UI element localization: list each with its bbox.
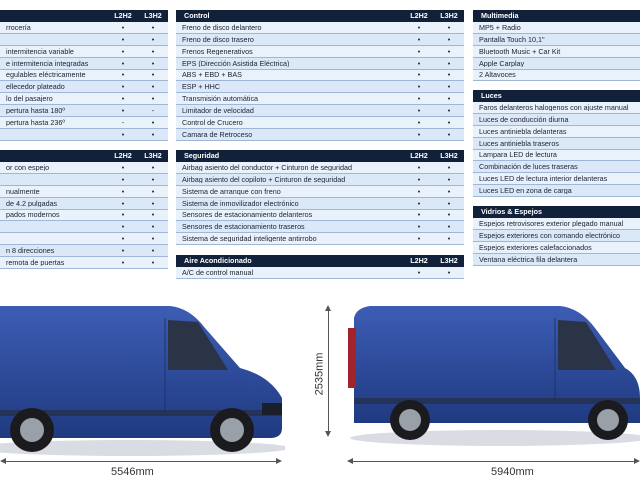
availability-l2h2: •: [121, 222, 125, 232]
height-line: [328, 311, 329, 431]
table-row: [473, 161, 640, 173]
table-row: [473, 173, 640, 185]
table-header: [176, 10, 464, 22]
availability-l3h2: •: [447, 174, 451, 184]
table-row: [473, 102, 640, 114]
availability-l2h2: •: [121, 106, 125, 116]
col-l3h2: L3H2: [144, 151, 162, 161]
comfort-table: [0, 150, 168, 269]
table-row: [473, 46, 640, 58]
availability-l3h2: •: [447, 106, 451, 116]
availability-l3h2: •: [151, 210, 155, 220]
availability-l3h2: •: [447, 46, 451, 56]
col-l2h2: L2H2: [114, 151, 132, 161]
table-row: [0, 34, 168, 46]
table-row: [473, 230, 640, 242]
table-row: [176, 174, 464, 186]
col-l3h2: L3H2: [440, 256, 458, 266]
availability-l2h2: •: [417, 117, 421, 127]
row-label: n 8 direcciones: [6, 247, 55, 255]
table-row: [176, 93, 464, 105]
row-label: 2 Altavoces: [479, 71, 516, 79]
table-row: [176, 198, 464, 210]
availability-l2h2: •: [417, 162, 421, 172]
row-label: Combinación de luces traseras: [479, 163, 578, 171]
table-row: [176, 117, 464, 129]
table-row: [0, 245, 168, 257]
availability-l3h2: •: [447, 94, 451, 104]
table-row: [473, 185, 640, 197]
row-label: ESP + HHC: [182, 83, 221, 91]
row-label: Sistema de arranque con freno: [182, 187, 281, 195]
table-row: [0, 117, 168, 129]
table-title: Aire Acondicionado: [184, 257, 252, 265]
table-row: [176, 221, 464, 233]
table-row: [473, 58, 640, 70]
row-label: remota de puertas: [6, 258, 65, 267]
availability-l2h2: •: [121, 234, 125, 244]
table-header: [473, 206, 640, 218]
availability-l2h2: •: [417, 94, 421, 104]
arrow-left-icon: [347, 458, 353, 464]
table-row: [176, 129, 464, 141]
table-header: [0, 10, 168, 22]
row-label: Freno de disco trasero: [182, 35, 254, 43]
table-row: [176, 105, 464, 117]
arrow-right-icon: [634, 458, 640, 464]
lights-table: [473, 90, 640, 197]
availability-l2h2: •: [121, 162, 125, 172]
long-length-line: [353, 461, 634, 462]
safety-table: [176, 150, 464, 245]
table-row: [473, 138, 640, 150]
table-row: [0, 162, 168, 174]
table-row: [473, 242, 640, 254]
availability-l3h2: •: [447, 210, 451, 220]
availability-l3h2: •: [151, 198, 155, 208]
table-row: [0, 105, 168, 117]
row-label: Control de Crucero: [182, 118, 243, 127]
table-row: [176, 162, 464, 174]
availability-l3h2: •: [151, 46, 155, 56]
table-header: [473, 90, 640, 102]
row-label: egulables eléctricamente: [6, 71, 86, 79]
availability-l2h2: •: [121, 46, 125, 56]
bodywork-table: [0, 10, 168, 141]
row-label: pados modernos: [6, 211, 60, 219]
availability-l3h2: •: [447, 234, 451, 244]
table-row: [176, 210, 464, 222]
row-label: rrocería: [6, 23, 31, 32]
row-label: de 4.2 pulgadas: [6, 199, 58, 207]
availability-l2h2: •: [121, 246, 125, 256]
availability-l3h2: •: [151, 70, 155, 80]
availability-l2h2: •: [417, 186, 421, 196]
availability-l2h2: •: [121, 198, 125, 208]
van-long-illustration: [340, 288, 640, 458]
row-label: Transmisión automática: [182, 95, 259, 103]
table-row: [473, 218, 640, 230]
table-row: [176, 81, 464, 93]
row-label: Sensores de estacionamiento delanteros: [182, 211, 313, 219]
availability-l3h2: •: [447, 267, 451, 277]
table-row: [473, 70, 640, 82]
table-title: Multimedia: [481, 12, 519, 20]
table-row: [0, 233, 168, 245]
table-title: Control: [184, 12, 210, 20]
table-title: Vidrios & Espejos: [481, 208, 542, 216]
table-row: [473, 126, 640, 138]
availability-l3h2: •: [447, 162, 451, 172]
multimedia-table: [473, 10, 640, 81]
availability-l3h2: -: [151, 106, 155, 116]
availability-l2h2: •: [417, 106, 421, 116]
short-length-line: [6, 461, 276, 462]
row-label: Sistema de seguridad inteligente antirrobo: [182, 235, 317, 243]
row-label: nualmente: [6, 187, 40, 195]
height-label: 2535mm: [313, 352, 326, 396]
row-label: ellecedor plateado: [6, 83, 65, 91]
table-row: [473, 254, 640, 266]
table-header: [473, 10, 640, 22]
table-row: [0, 46, 168, 58]
availability-l2h2: •: [121, 22, 125, 32]
row-label: Camara de Retroceso: [182, 130, 253, 139]
availability-l3h2: •: [151, 117, 155, 127]
availability-l3h2: •: [447, 22, 451, 32]
availability-l3h2: •: [447, 70, 451, 80]
col-l2h2: L2H2: [410, 256, 428, 266]
row-label: pertura hasta 236º: [6, 118, 65, 127]
availability-l2h2: •: [417, 222, 421, 232]
row-label: e intermitencia integradas: [6, 59, 89, 67]
table-row: [176, 58, 464, 70]
row-label: pertura hasta 180º: [6, 107, 65, 115]
availability-l3h2: •: [447, 34, 451, 44]
table-row: [176, 233, 464, 245]
availability-l2h2: •: [417, 34, 421, 44]
row-label: Luces antiniebla delanteras: [479, 127, 567, 135]
row-label: or con espejo: [6, 163, 50, 172]
availability-l2h2: •: [121, 257, 125, 267]
windows-mirrors-table: [473, 206, 640, 266]
row-label: EPS (Dirección Asistida Eléctrica): [182, 59, 290, 67]
availability-l3h2: •: [151, 22, 155, 32]
row-label: Espejos retrovisores exterior plegado manual: [479, 219, 624, 228]
row-label: Freno de disco delantero: [182, 23, 262, 32]
availability-l3h2: •: [151, 257, 155, 267]
arrow-up-icon: [325, 305, 331, 311]
table-row: [0, 70, 168, 82]
availability-l3h2: •: [447, 186, 451, 196]
availability-l2h2: -: [121, 117, 125, 127]
availability-l3h2: •: [151, 58, 155, 68]
row-label: intermitencia variable: [6, 47, 74, 55]
availability-l2h2: •: [417, 198, 421, 208]
table-title: Luces: [481, 92, 502, 100]
availability-l2h2: •: [121, 210, 125, 220]
table-row: [176, 34, 464, 46]
availability-l2h2: •: [121, 174, 125, 184]
availability-l3h2: •: [151, 246, 155, 256]
availability-l3h2: •: [151, 234, 155, 244]
table-row: [176, 267, 464, 279]
row-label: Espejos exteriores con comando electrónico: [479, 231, 621, 239]
table-row: [473, 34, 640, 46]
row-label: Espejos exteriores calefaccionados: [479, 243, 592, 251]
table-row: [0, 198, 168, 210]
availability-l2h2: •: [121, 186, 125, 196]
arrow-down-icon: [325, 431, 331, 437]
availability-l2h2: •: [417, 234, 421, 244]
table-row: [0, 210, 168, 222]
table-header: [0, 150, 168, 162]
row-label: Sensores de estacionamiento traseros: [182, 223, 305, 231]
availability-l2h2: •: [121, 34, 125, 44]
table-row: [0, 257, 168, 269]
availability-l2h2: •: [417, 129, 421, 139]
availability-l2h2: •: [417, 267, 421, 277]
availability-l2h2: •: [121, 82, 125, 92]
row-label: Airbag asiento del conductor + Cinturon de seguridad: [182, 163, 353, 172]
availability-l3h2: •: [447, 198, 451, 208]
row-label: Lampara LED de lectura: [479, 151, 557, 159]
availability-l3h2: •: [447, 82, 451, 92]
row-label: Faros delanteros halogenos con ajuste manual: [479, 103, 629, 112]
availability-l3h2: •: [151, 94, 155, 104]
table-row: [0, 81, 168, 93]
availability-l3h2: •: [447, 129, 451, 139]
availability-l2h2: •: [121, 129, 125, 139]
table-row: [176, 70, 464, 82]
col-l3h2: L3H2: [440, 151, 458, 161]
ac-table: [176, 255, 464, 279]
row-label: ABS + EBD + BAS: [182, 71, 242, 79]
availability-l2h2: •: [121, 58, 125, 68]
row-label: Luces LED en zona de carga: [479, 187, 572, 195]
row-label: Airbag asiento del copiloto + Cinturon de seguridad: [182, 175, 346, 183]
availability-l2h2: •: [121, 94, 125, 104]
row-label: Pantalla Touch 10,1": [479, 35, 545, 43]
table-row: [0, 174, 168, 186]
row-label: Apple Carplay: [479, 59, 525, 67]
col-l3h2: L3H2: [144, 11, 162, 21]
availability-l2h2: •: [417, 174, 421, 184]
col-l2h2: L2H2: [410, 11, 428, 21]
table-row: [0, 186, 168, 198]
long-length-label: 5940mm: [491, 466, 534, 478]
table-row: [473, 22, 640, 34]
availability-l3h2: •: [151, 34, 155, 44]
col-l3h2: L3H2: [440, 11, 458, 21]
row-label: Sistema de inmovilizador electrónico: [182, 199, 299, 207]
availability-l2h2: •: [417, 22, 421, 32]
availability-l3h2: •: [447, 58, 451, 68]
availability-l2h2: •: [417, 58, 421, 68]
row-label: Luces LED de lectura interior delanteras: [479, 175, 608, 183]
row-label: MP5 + Radio: [479, 23, 521, 32]
van-short-illustration: [0, 288, 285, 458]
availability-l2h2: •: [417, 82, 421, 92]
availability-l2h2: •: [417, 210, 421, 220]
availability-l3h2: •: [447, 222, 451, 232]
availability-l2h2: •: [417, 46, 421, 56]
col-l2h2: L2H2: [410, 151, 428, 161]
row-label: Bluetooth Music + Car Kit: [479, 47, 561, 55]
table-row: [176, 22, 464, 34]
table-row: [0, 58, 168, 70]
arrow-left-icon: [0, 458, 6, 464]
table-row: [0, 221, 168, 233]
row-label: lo del pasajero: [6, 95, 53, 103]
availability-l3h2: •: [151, 174, 155, 184]
arrow-right-icon: [276, 458, 282, 464]
availability-l3h2: •: [447, 117, 451, 127]
row-label: A/C de control manual: [182, 268, 254, 277]
table-header: [176, 150, 464, 162]
availability-l2h2: •: [121, 70, 125, 80]
table-row: [176, 46, 464, 58]
row-label: Ventana eléctrica fila delantera: [479, 255, 578, 263]
availability-l3h2: •: [151, 82, 155, 92]
row-label: Limitador de velocidad: [182, 107, 254, 115]
table-header: [176, 255, 464, 267]
availability-l3h2: •: [151, 186, 155, 196]
row-label: Luces de conducción diurna: [479, 115, 569, 123]
row-label: Frenos Regenerativos: [182, 47, 253, 55]
table-row: [176, 186, 464, 198]
table-row: [473, 150, 640, 162]
availability-l2h2: •: [417, 70, 421, 80]
table-title: Seguridad: [184, 152, 220, 160]
availability-l3h2: •: [151, 129, 155, 139]
col-l2h2: L2H2: [114, 11, 132, 21]
availability-l3h2: •: [151, 222, 155, 232]
table-row: [0, 93, 168, 105]
table-row: [0, 22, 168, 34]
table-row: [473, 114, 640, 126]
table-row: [0, 129, 168, 141]
availability-l3h2: •: [151, 162, 155, 172]
row-label: Luces antiniebla traseros: [479, 139, 559, 147]
short-length-label: 5546mm: [111, 466, 154, 478]
control-table: [176, 10, 464, 141]
